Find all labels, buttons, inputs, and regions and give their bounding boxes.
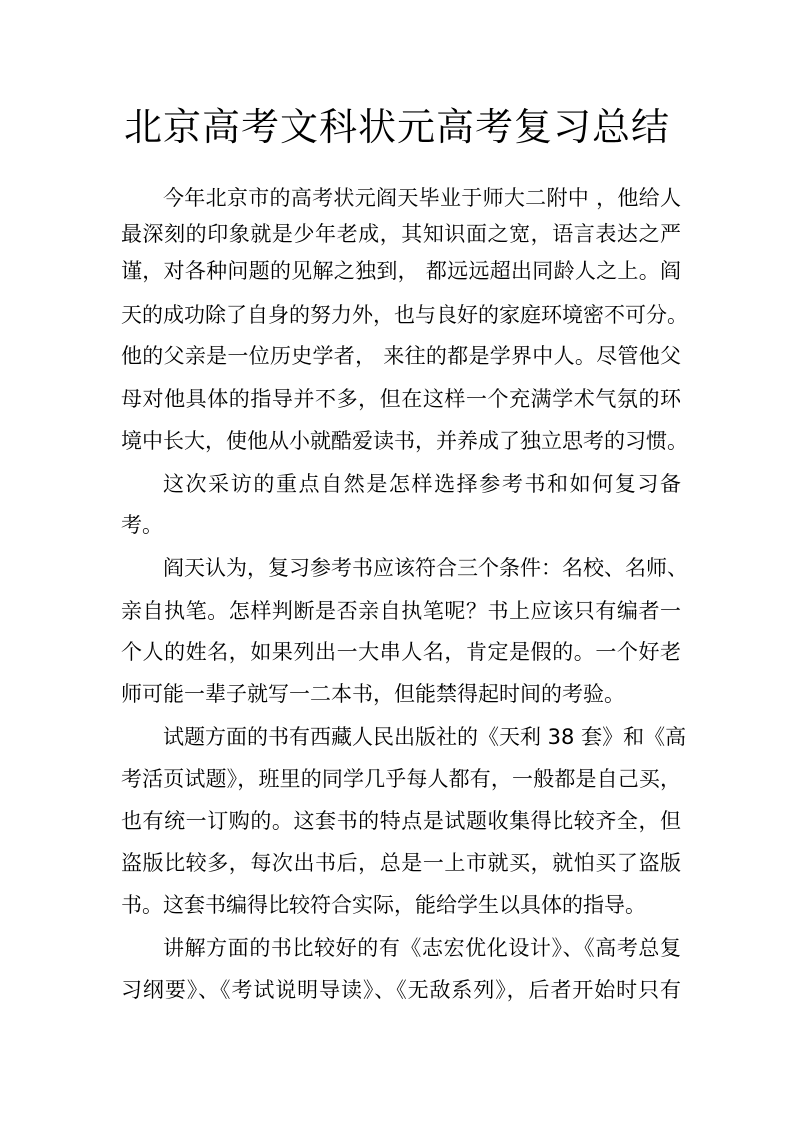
paragraph-line: 盗版比较多，每次出书后，总是一上市就买，就怕买了盗版	[121, 851, 681, 875]
paragraph-line: 试题方面的书有西藏人民出版社的《天利 38 套》和《高	[163, 725, 687, 749]
paragraph-line: 讲解方面的书比较好的有《志宏优化设计》、《高考总复	[163, 936, 681, 960]
paragraph-line: 天的成功除了自身的努力外，也与良好的家庭环境密不可分。	[121, 303, 688, 327]
paragraph-line: 他的父亲是一位历史学者， 来往的都是学界中人。尽管他父	[121, 344, 681, 368]
paragraph-line: 考。	[121, 513, 163, 537]
paragraph-line: 境中长大，使他从小就酷爱读书，并养成了独立思考的习惯。	[121, 429, 688, 453]
paragraph-line: 谨，对各种问题的见解之独到， 都远远超出同龄人之上。阎	[121, 259, 681, 283]
paragraph-line: 最深刻的印象就是少年老成，其知识面之宽，语言表达之严	[121, 222, 681, 246]
paragraph-line: 这次采访的重点自然是怎样选择参考书和如何复习备	[163, 472, 681, 496]
paragraph-line: 亲自执笔。怎样判断是否亲自执笔呢？书上应该只有编者一	[121, 599, 681, 623]
paragraph-line: 习纲要》、《考试说明导读》、《无敌系列》，后者开始时只有	[121, 978, 681, 1002]
paragraph-line: 也有统一订购的。这套书的特点是试题收集得比较齐全，但	[121, 809, 681, 833]
paragraph-line: 阎天认为，复习参考书应该符合三个条件：名校、名师、	[163, 556, 688, 580]
paragraph-line: 师可能一辈子就写一二本书，但能禁得起时间的考验。	[121, 682, 625, 706]
page-title: 北京高考文科状元高考复习总结	[123, 105, 670, 149]
paragraph-line: 今年北京市的高考状元阎天毕业于师大二附中 ，他给人	[163, 186, 681, 210]
paragraph-line: 考活页试题》，班里的同学几乎每人都有，一般都是自己买，	[121, 767, 681, 791]
paragraph-line: 书。这套书编得比较符合实际，能给学生以具体的指导。	[121, 893, 646, 917]
paragraph-line: 母对他具体的指导并不多，但在这样一个充满学术气氛的环	[121, 387, 681, 411]
paragraph-line: 个人的姓名，如果列出一大串人名，肯定是假的。一个好老	[121, 640, 681, 664]
